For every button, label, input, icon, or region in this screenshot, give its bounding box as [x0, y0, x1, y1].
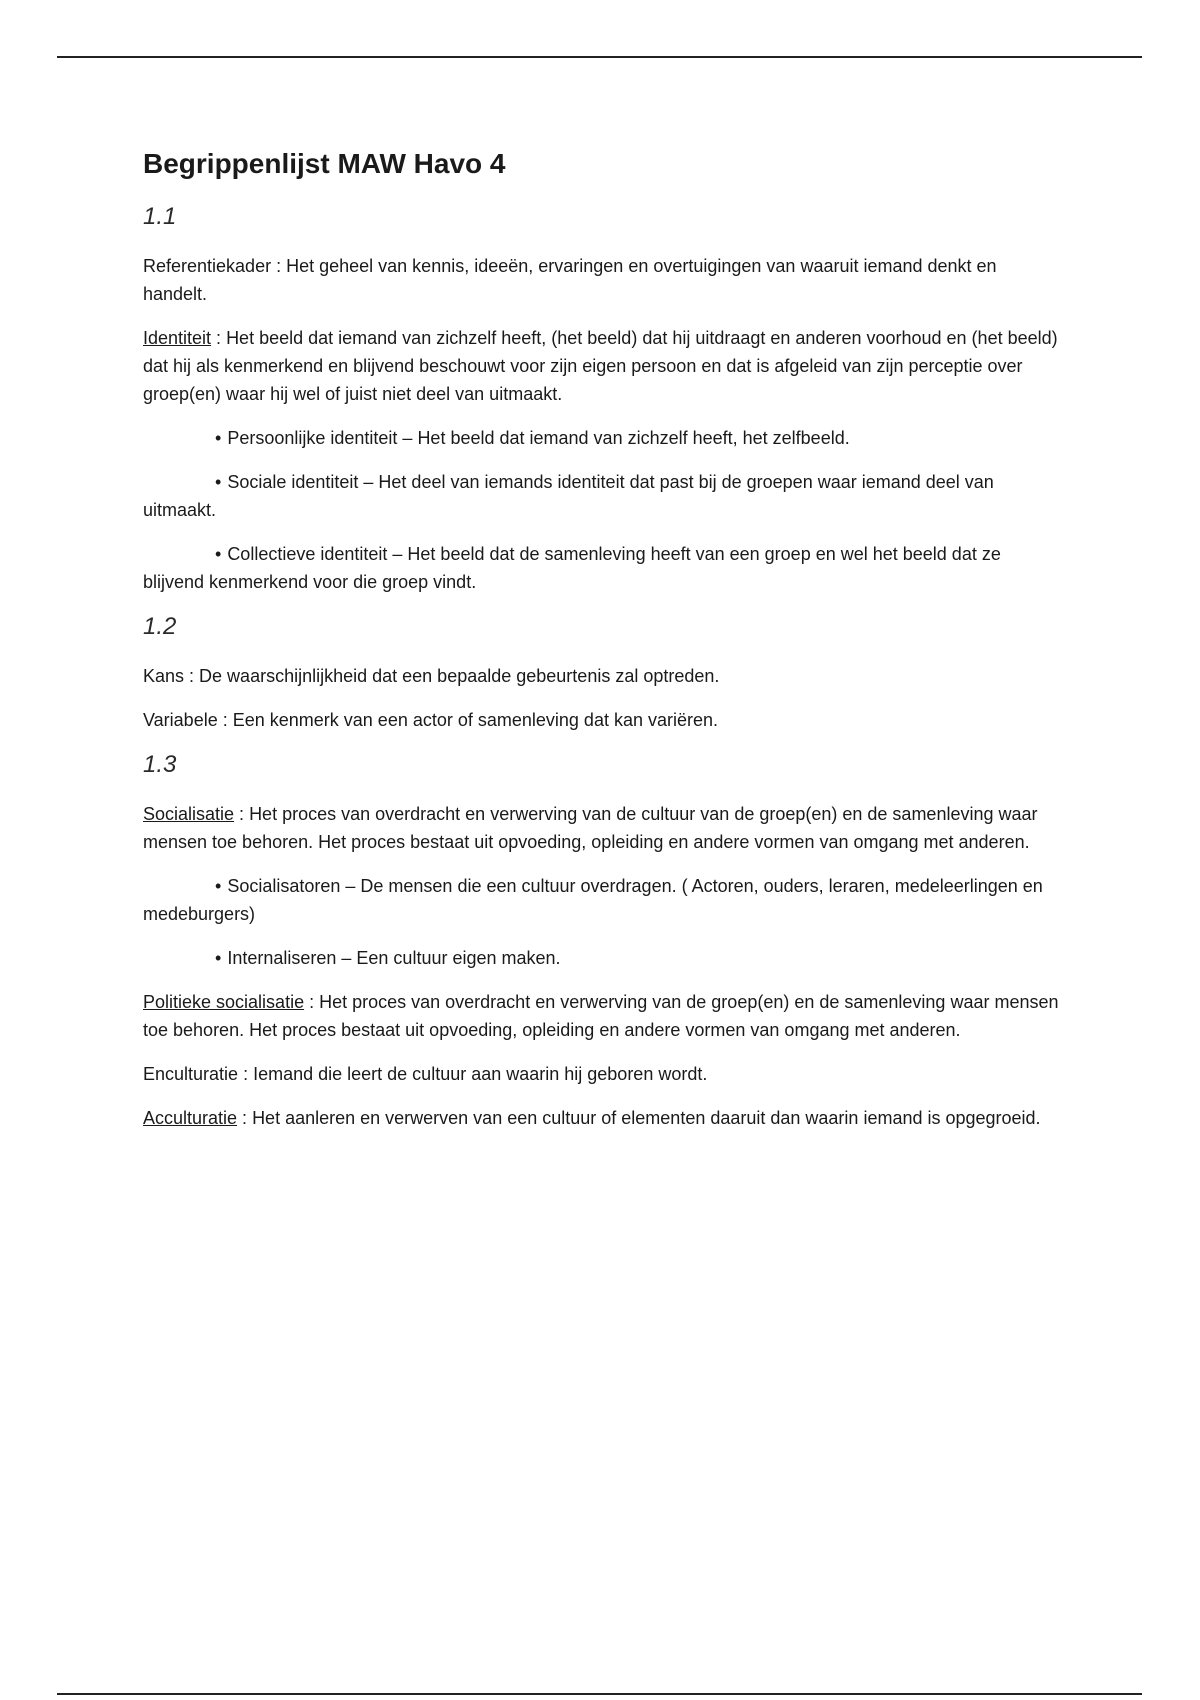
definition-text: Het beeld dat iemand van zichzelf heeft, (het beeld) dat hij uitdraagt en anderen voorhoud en (het beeld) dat hij als kenmerkend en blijvend beschouwt voor zijn eigen persoon en dat is afgeleid van zijn perceptie over groep(en) waar hij wel of juist niet deel van uitmaakt.: [143, 328, 1058, 404]
term: Politieke socialisatie: [143, 992, 305, 1012]
term: Kans: [143, 666, 185, 686]
bullet-icon: •: [215, 948, 222, 968]
bullet-icon: •: [215, 472, 222, 492]
term: Identiteit: [143, 328, 212, 348]
bullet-icon: •: [215, 544, 222, 564]
section-heading-1-2: 1.2: [143, 613, 177, 640]
definition-text: Het aanleren en verwerven van een cultuur of elementen daaruit dan waarin iemand is opgegroeid.: [252, 1108, 1041, 1128]
term: Enculturatie: [143, 1064, 239, 1084]
definition-text: Het geheel van kennis, ideeën, ervaringen en overtuigingen van waaruit iemand denkt en handelt.: [143, 256, 997, 304]
term: Internaliseren: [227, 948, 337, 968]
bullet-sociale-identiteit: • Sociale identiteit – Het deel van iemands identiteit dat past bij de groepen waar iemand deel van uitmaakt.: [143, 472, 994, 520]
section-heading-1-3: 1.3: [143, 751, 177, 778]
bullet-icon: •: [215, 428, 222, 448]
bullet-socialisatoren: • Socialisatoren – De mensen die een cultuur overdragen. ( Actoren, ouders, leraren, medeleerlingen en medeburgers): [143, 876, 1043, 924]
definition-politieke-socialisatie: Politieke socialisatie : Het proces van overdracht en verwerving van de groep(en) en de samenleving waar mensen toe behoren. Het proces bestaat uit opvoeding, opleiding en andere vormen van omgang met anderen.: [143, 992, 1059, 1040]
definition-text: Een kenmerk van een actor of samenleving dat kan variëren.: [232, 710, 719, 730]
definition-text: Het deel van iemands identiteit dat past bij de groepen waar iemand deel van uitmaakt.: [143, 472, 994, 520]
term: Referentiekader: [143, 256, 272, 276]
definition-acculturatie: Acculturatie : Het aanleren en verwerven van een cultuur of elementen daaruit dan waarin iemand is opgegroeid.: [143, 1108, 1041, 1128]
document-body: [143, 140, 1063, 1148]
definition-text: Het beeld dat iemand van zichzelf heeft, het zelfbeeld.: [417, 428, 850, 448]
term: Acculturatie: [143, 1108, 238, 1128]
term: Persoonlijke identiteit: [227, 428, 398, 448]
term: Socialisatie: [143, 804, 235, 824]
definition-text: De waarschijnlijkheid dat een bepaalde gebeurtenis zal optreden.: [199, 666, 720, 686]
definition-text: De mensen die een cultuur overdragen. ( Actoren, ouders, leraren, medeleerlingen en medeburgers): [143, 876, 1043, 924]
definition-text: Iemand die leert de cultuur aan waarin hij geboren wordt.: [253, 1064, 708, 1084]
definition-identiteit: Identiteit : Het beeld dat iemand van zichzelf heeft, (het beeld) dat hij uitdraagt en anderen voorhoud en (het beeld) dat hij als kenmerkend en blijvend beschouwt voor zijn eigen persoon en dat is afgeleid van zijn perceptie over groep(en) waar hij wel of juist niet deel van uitmaakt.: [143, 328, 1058, 404]
definition-enculturatie: Enculturatie : Iemand die leert de cultuur aan waarin hij geboren wordt.: [143, 1064, 708, 1084]
page-top-rule: [57, 56, 1142, 58]
term: Socialisatoren: [227, 876, 341, 896]
bullet-internaliseren: • Internaliseren – Een cultuur eigen maken.: [215, 948, 561, 968]
term: Collectieve identiteit: [227, 544, 388, 564]
document-title: Begrippenlijst MAW Havo 4: [143, 148, 506, 179]
bullet-persoonlijke-identiteit: • Persoonlijke identiteit – Het beeld dat iemand van zichzelf heeft, het zelfbeeld.: [215, 428, 850, 448]
definition-referentiekader: Referentiekader : Het geheel van kennis, ideeën, ervaringen en overtuigingen van waaruit iemand denkt en handelt.: [143, 256, 997, 304]
definition-variabele: Variabele : Een kenmerk van een actor of samenleving dat kan variëren.: [143, 710, 719, 730]
definition-text: Het beeld dat de samenleving heeft van een groep en wel het beeld dat ze blijvend kenmerkend voor die groep vindt.: [143, 544, 1001, 592]
bullet-collectieve-identiteit: • Collectieve identiteit – Het beeld dat de samenleving heeft van een groep en wel het beeld dat ze blijvend kenmerkend voor die groep vindt.: [143, 544, 1001, 592]
page-bottom-rule: [57, 1693, 1142, 1695]
term: Variabele: [143, 710, 218, 730]
definition-text: Een cultuur eigen maken.: [356, 948, 561, 968]
definition-text: Het proces van overdracht en verwerving van de groep(en) en de samenleving waar mensen toe behoren. Het proces bestaat uit opvoeding, opleiding en andere vormen van omgang met anderen.: [143, 992, 1059, 1040]
definition-kans: Kans : De waarschijnlijkheid dat een bepaalde gebeurtenis zal optreden.: [143, 666, 720, 686]
section-heading-1-1: 1.1: [143, 203, 177, 230]
term: Sociale identiteit: [227, 472, 359, 492]
definition-socialisatie: Socialisatie : Het proces van overdracht en verwerving van de cultuur van de groep(en) en de samenleving waar mensen toe behoren. Het proces bestaat uit opvoeding, opleiding en andere vormen van omgang met anderen.: [143, 804, 1038, 852]
definition-text: Het proces van overdracht en verwerving van de cultuur van de groep(en) en de samenleving waar mensen toe behoren. Het proces bestaat uit opvoeding, opleiding en andere vormen van omgang met anderen.: [143, 804, 1038, 852]
bullet-icon: •: [215, 876, 222, 896]
